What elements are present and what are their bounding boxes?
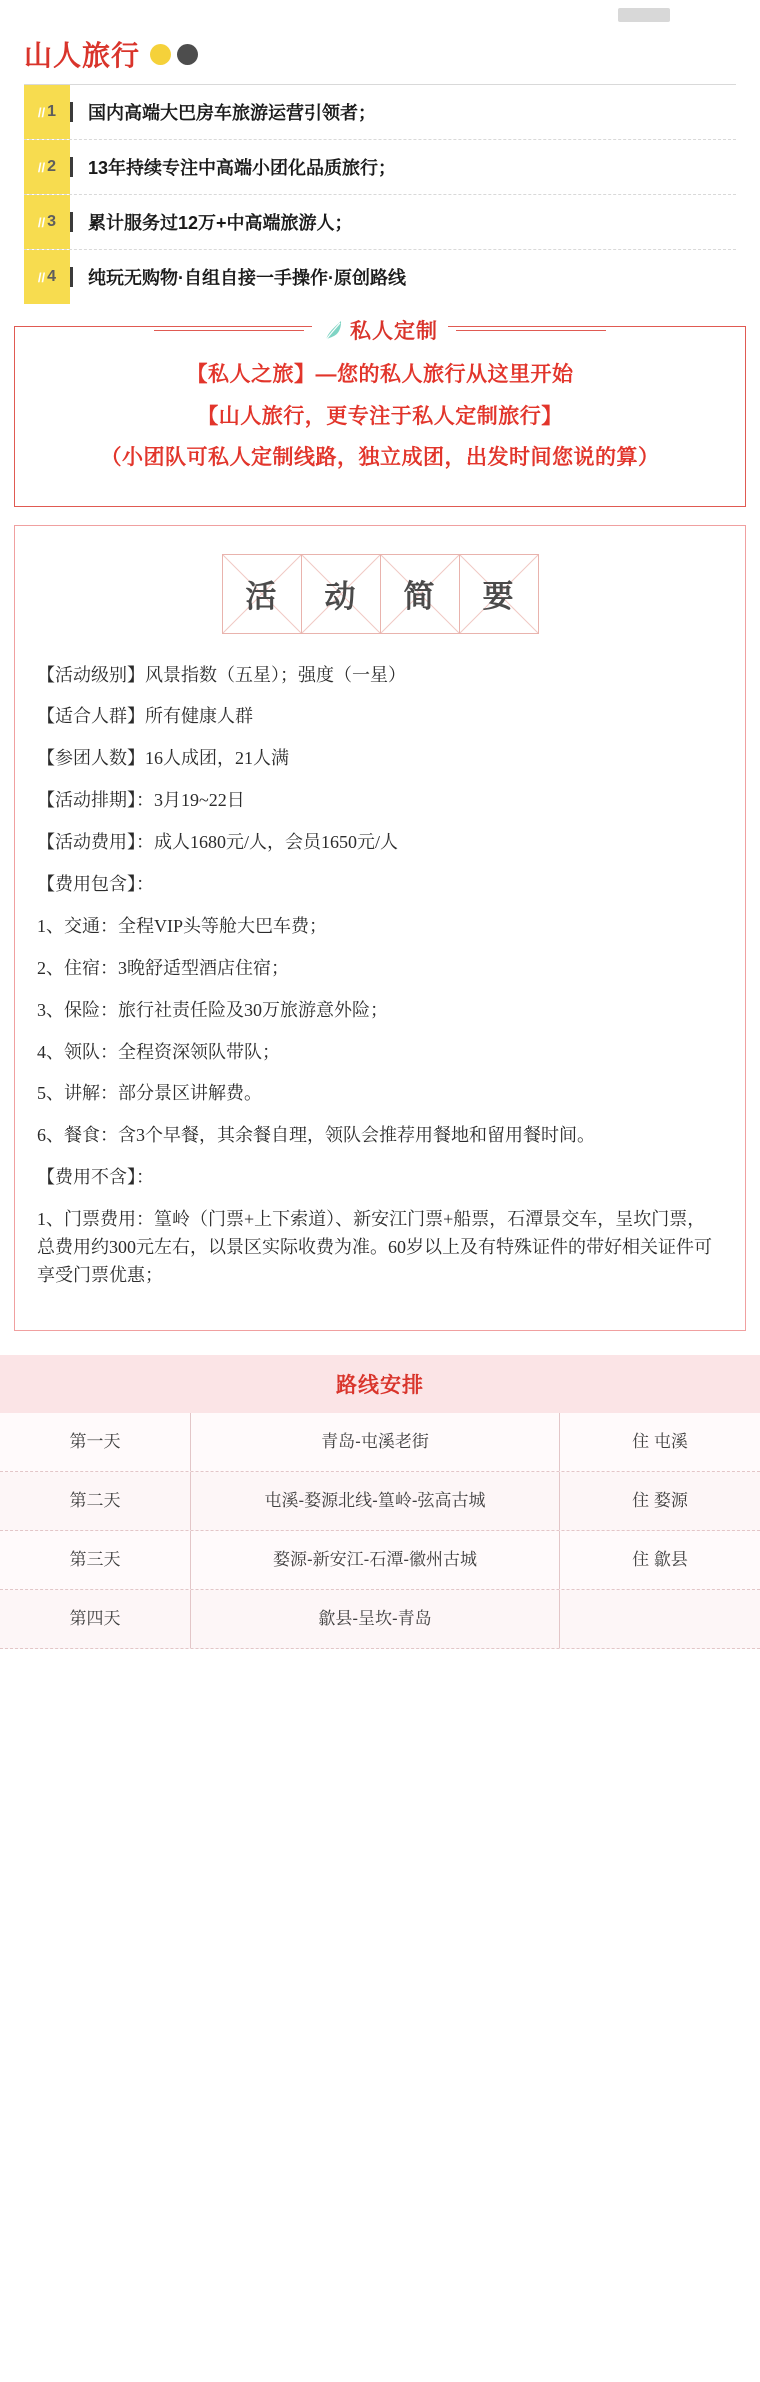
list-item-number [24, 85, 70, 139]
summary-line: 5、讲解：部分景区讲解费。 [37, 1083, 262, 1104]
summary-line: 2、住宿：3晚舒适型酒店住宿； [37, 957, 289, 978]
route-path: 青岛-屯溪老街 [190, 1413, 560, 1471]
slash-icon: // [37, 269, 46, 285]
header-label-wrap [312, 315, 448, 345]
brand-header [0, 0, 760, 74]
route-header: 路线安排 [0, 1355, 760, 1413]
private-custom-header [15, 315, 745, 345]
list-item-label: 国内高端大巴房车旅游运营引领者； [70, 85, 736, 139]
summary-line: 6、餐食：含3个早餐，其余餐自理，领队会推荐用餐地和留用餐时间。 [37, 1125, 595, 1146]
title-char: 简 [403, 579, 436, 614]
list-item-number [24, 140, 70, 194]
highlights-list [24, 85, 736, 304]
route-stay: 住 婺源 [632, 1490, 688, 1510]
slash-icon: // [37, 104, 46, 120]
title-char-cell [301, 554, 381, 634]
summary-line: 【活动级别】风景指数（五星）；强度（一星） [37, 664, 406, 685]
table-row [0, 1531, 760, 1590]
custom-line: 【山人旅行，更专注于私人定制旅行】 [197, 404, 563, 428]
private-custom-box [14, 320, 746, 507]
table-row [0, 1590, 760, 1649]
slash-icon: // [37, 159, 46, 175]
list-item-index: 4 [47, 268, 57, 285]
list-item-number [24, 250, 70, 304]
yellow-dot-icon [150, 44, 171, 65]
summary-line: 【参团人数】16人成团，21人满 [37, 748, 289, 769]
list-item-index: 1 [47, 103, 57, 120]
private-custom-lines [15, 359, 745, 474]
route-stay: 住 屯溪 [632, 1431, 688, 1451]
summary-line: 【费用不含】： [37, 1167, 154, 1188]
list-item-index: 3 [47, 213, 57, 230]
title-char-cell [459, 554, 539, 634]
table-row [0, 1472, 760, 1531]
custom-line: 【私人之旅】—您的私人旅行从这里开始 [186, 363, 574, 386]
dark-dot-icon [177, 44, 198, 65]
activity-summary-box [14, 525, 746, 1331]
route-day: 第一天 [69, 1431, 121, 1451]
activity-summary-body [37, 662, 723, 1290]
page-title: 山人旅行 [24, 41, 141, 72]
title-char: 动 [324, 579, 357, 614]
title-char: 要 [482, 579, 515, 614]
header-line-right [456, 330, 606, 331]
slash-icon: // [37, 214, 46, 230]
route-day: 第三天 [69, 1549, 121, 1569]
list-item [24, 250, 736, 304]
list-item-label: 13年持续专注中高端小团化品质旅行； [70, 140, 736, 194]
summary-line: 1、门票费用：篁岭（门票+上下索道）、新安江门票+船票，石潭景交车，呈坎门票，总费用约300元左右，以景区实际收费为准。60岁以上及有特殊证件的带好相关证件可享受门票优惠； [37, 1209, 712, 1285]
list-item [24, 85, 736, 140]
brand-row [24, 34, 760, 74]
route-day: 第二天 [69, 1490, 121, 1510]
list-item-label: 纯玩无购物·自组自接一手操作·原创路线 [70, 250, 736, 304]
list-item-label: 累计服务过12万+中高端旅游人； [70, 195, 736, 249]
table-row [0, 1413, 760, 1472]
route-section [0, 1355, 760, 1649]
route-stay [560, 1590, 760, 1648]
summary-line: 3、保险：旅行社责任险及30万旅游意外险； [37, 999, 388, 1020]
header-line-left [154, 330, 304, 331]
route-day: 第四天 [69, 1608, 121, 1628]
custom-line: （小团队可私人定制线路，独立成团，出发时间您说的算） [100, 446, 660, 469]
list-item-index: 2 [47, 158, 57, 175]
summary-line: 【费用包含】： [37, 873, 154, 894]
activity-summary-title [37, 554, 723, 634]
title-char: 活 [245, 579, 278, 614]
leaf-icon [322, 318, 344, 342]
title-char-cell [380, 554, 460, 634]
route-path: 婺源-新安江-石潭-徽州古城 [190, 1531, 560, 1589]
summary-line: 4、领队：全程资深领队带队； [37, 1041, 280, 1062]
list-item [24, 140, 736, 195]
title-char-cell [222, 554, 302, 634]
summary-line: 【适合人群】所有健康人群 [37, 706, 253, 727]
summary-line: 【活动排期】：3月19~22日 [37, 790, 245, 811]
route-stay: 住 歙县 [632, 1549, 688, 1569]
route-path: 歙县-呈坎-青岛 [190, 1590, 560, 1648]
summary-line: 1、交通：全程VIP头等舱大巴车费； [37, 915, 328, 936]
route-path: 屯溪-婺源北线-篁岭-弦高古城 [190, 1472, 560, 1530]
private-custom-badge: 私人定制 [350, 320, 438, 343]
list-item-number [24, 195, 70, 249]
summary-line: 【活动费用】：成人1680元/人，会员1650元/人 [37, 832, 399, 853]
list-item [24, 195, 736, 250]
